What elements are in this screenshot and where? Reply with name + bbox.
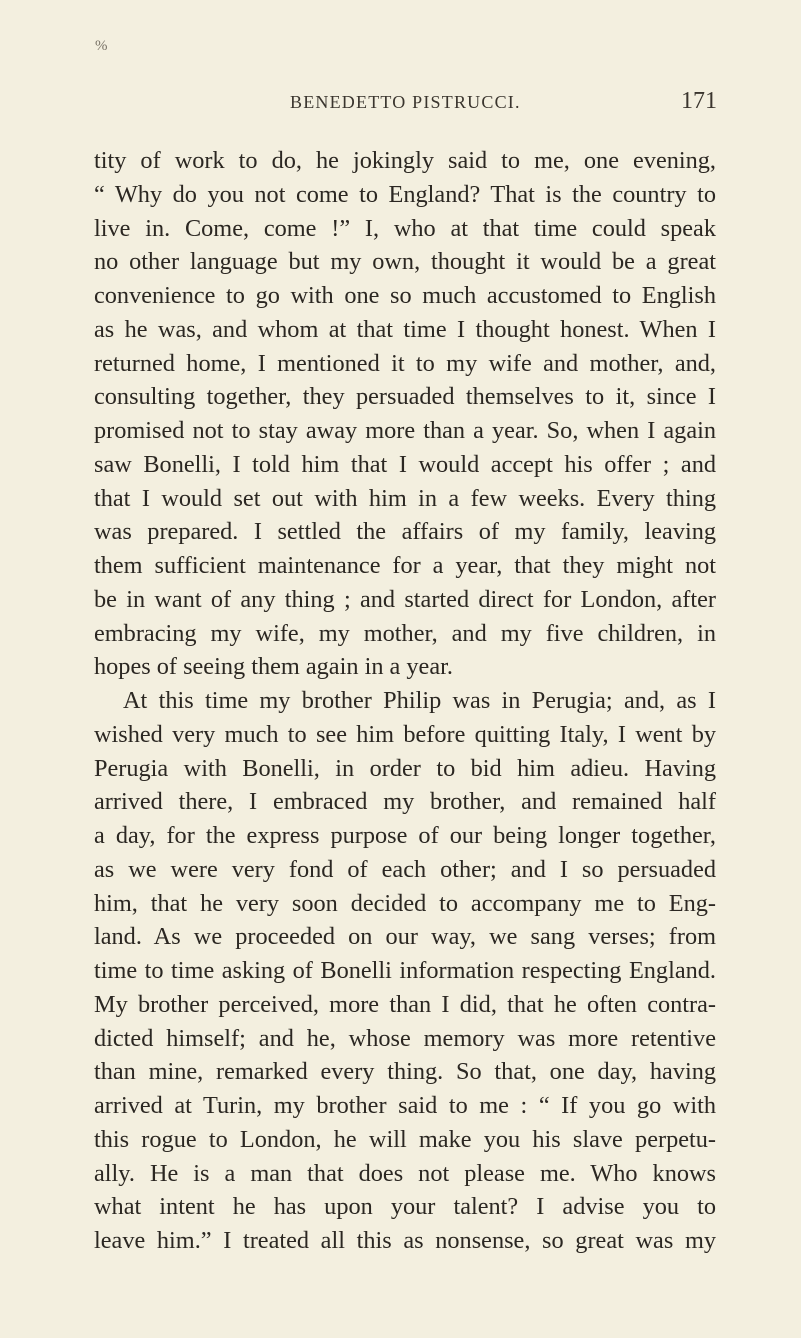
text-line: than mine, remarked every thing. So that, one day, having <box>94 1058 716 1086</box>
text-line: arrived there, I embraced my brother, and remained half <box>94 788 716 816</box>
text-line: arrived at Turin, my brother said to me : “ If you go with <box>94 1092 716 1119</box>
text-line: dicted himself; and he, whose memory was more retentive <box>94 1024 716 1052</box>
text-line: returned home, I mentioned it to my wife and mother, and, <box>94 349 716 377</box>
text-line: him, that he very soon decided to accompany me to Eng- <box>94 889 716 917</box>
text-line: My brother perceived, more than I did, that he often contra- <box>94 990 716 1018</box>
text-line: time to time asking of Bonelli information respecting England. <box>94 957 716 984</box>
text-line: convenience to go with one so much accustomed to English <box>94 282 716 309</box>
text-line: ally. He is a man that does not please me. Who knows <box>94 1159 716 1187</box>
text-line: what intent he has upon your talent? I advise you to <box>94 1193 716 1221</box>
text-line: as we were very fond of each other; and I so persuaded <box>94 855 716 883</box>
text-line: consulting together, they persuaded themselves to it, since I <box>94 383 716 411</box>
text-line: them sufficient maintenance for a year, that they might not <box>94 552 716 579</box>
text-line: live in. Come, come !” I, who at that time could speak <box>94 214 716 242</box>
text-line: no other language but my own, thought it would be a great <box>94 248 716 276</box>
text-line: this rogue to London, he will make you his slave perpetu- <box>94 1125 716 1153</box>
text-line: wished very much to see him before quitting Italy, I went by <box>94 720 716 748</box>
running-head-title: BENEDETTO PISTRUCCI. <box>290 92 521 112</box>
text-line: that I would set out with him in a few weeks. Every thing <box>94 484 716 512</box>
text-line: as he was, and whom at that time I thought honest. When I <box>94 315 716 343</box>
running-head <box>0 88 801 122</box>
text-line: Perugia with Bonelli, in order to bid him adieu. Having <box>94 754 716 782</box>
text-line: land. As we proceeded on our way, we sang verses; from <box>94 923 716 951</box>
text-line: leave him.” I treated all this as nonsense, so great was my <box>94 1227 716 1254</box>
text-line: saw Bonelli, I told him that I would accept his offer ; and <box>94 450 716 478</box>
text-line: was prepared. I settled the affairs of my family, leaving <box>94 518 716 546</box>
text-line: be in want of any thing ; and started direct for London, after <box>94 585 716 613</box>
text-line: “ Why do you not come to England? That is the country to <box>94 180 716 208</box>
text-line: a day, for the express purpose of our being longer together, <box>94 822 716 849</box>
text-line: tity of work to do, he jokingly said to me, one evening, <box>94 147 716 174</box>
stray-mark: % <box>95 38 108 54</box>
text-line: promised not to stay away more than a year. So, when I again <box>94 417 716 444</box>
paragraph-start-line: At this time my brother Philip was in Perugia; and, as I <box>123 687 716 714</box>
paragraph-end-line: hopes of seeing them again in a year. <box>94 653 453 681</box>
page-number: 171 <box>681 88 717 114</box>
body-text <box>94 144 716 1258</box>
text-line: embracing my wife, my mother, and my five children, in <box>94 619 716 647</box>
